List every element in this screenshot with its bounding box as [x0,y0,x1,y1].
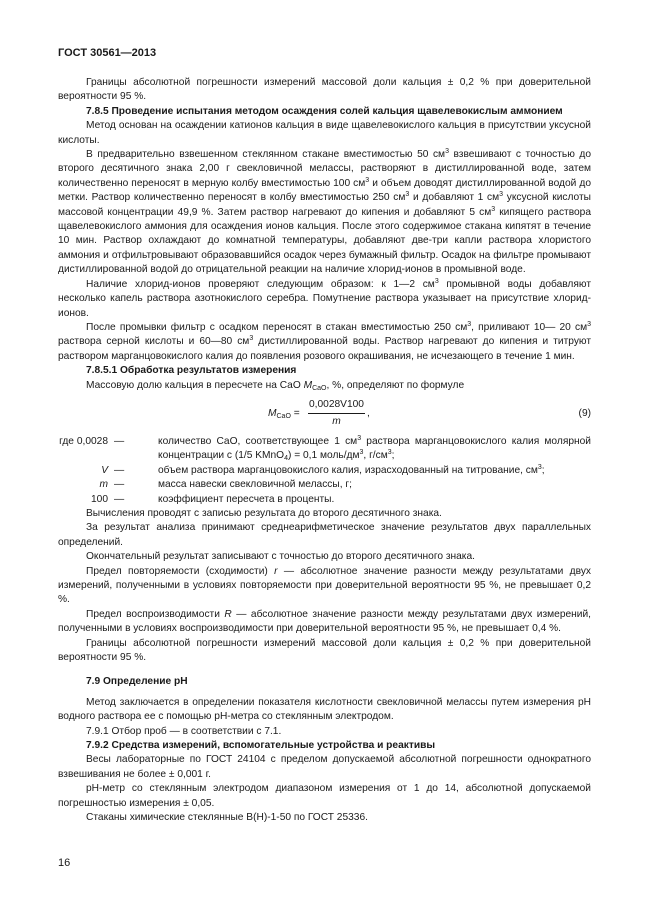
paragraph-chloride-check: Наличие хлорид-ионов проверяют следующим образом: к 1—2 $см^3$ промывной воды добавляют несколько капель раствора азотнокислого серебра. Помутнение раствора указывает на присутствие хлорид-ионов. [58,277,591,319]
section-7-9-1: 7.9.1 Отбор проб — в соответствии с 7.1. [86,725,282,737]
paragraph-method-basis: Метод основан на осаждении катионов кальция в виде щавелевокислого кальция в присутствии уксусной кислоты. [58,120,591,146]
definition-item: V — объем раствора марганцовокислого калия, израсходованный на титрование, $см^3$; [58,464,591,478]
paragraph-limits-1: Границы абсолютной погрешности измерений массовой доли кальция ± 0,2 % при доверительной вероятности 95 %. [58,77,591,103]
formula-fraction [308,398,365,430]
paragraph-final: Окончательный результат записывают с точностью до второго десятичного знака. [86,551,475,563]
formula-numerator: 0,0028V100 [308,398,365,414]
formula-lhs: $M_{CaO}$ = [268,407,300,420]
section-7-9-heading: 7.9 Определение pH [86,676,188,688]
formula-denominator: m [332,416,341,428]
definition-symbol: где 0,0028 [59,435,108,447]
paragraph-formula-intro: Массовую долю кальция в пересчете на CaO $M_{CaO}$, %, определяют по формуле [86,379,465,392]
paragraph-limits-2: Границы абсолютной погрешности измерений массовой доли кальция ± 0,2 % при доверительной вероятности 95 %. [58,637,591,664]
variable-definitions [58,435,591,507]
paragraph-ph-meter: pH-метр со стеклянным электродом диапазоном измерения от 1 до 14, абсолютной допускаемой погрешностью измерения ± 0,05. [58,783,591,809]
paragraph-procedure: В предварительно взвешенном стеклянном стакане вместимостью 50 $см^3$ взвешивают с точностью до второго десятичного знака 2,00 г свекловичной мелассы, растворяют в дистиллированной воде, затем количественно переносят в мерную колбу вместимостью 100 $см^3$ и объем доводят дистиллированной водой до метки. Раствор количественно переносят в колбу вместимостью 250 $см^3$ и добавляют 1 $см^3$ уксусной кислоты массовой концентрации 49,9 %. Затем раствор нагревают до кипения и добавляют 5 $см^3$ кипящего раствора щавелевокислого аммония для осаждения ионов кальция. После этого содержимое стакана кипятят в течение 10 мин. Раствор охлаждают до комнатной температуры, добавляют две-три капли раствора хлористого аммония и отфильтровывают образовавшийся осадок через бумажный фильтр. Осадок на фильтре промывают дистиллированной водой до отрицательной реакции на наличие хлорид-ионов в промывной воде. [58,148,591,276]
paragraph-reproducibility: Предел воспроизводимости R — абсолютное значение разности между результатами двух измерений, полученными в условиях воспроизводимости при доверительной вероятности 95 %, не превышает 0,4 %. [58,608,591,635]
section-7-8-5-1-heading: 7.8.5.1 Обработка результатов измерения [86,365,297,377]
paragraph-beakers: Стаканы химические стеклянные В(Н)-1-50 по ГОСТ 25336. [86,812,368,824]
paragraph-repeatability: Предел повторяемости (сходимости) r — абсолютное значение разности между результатами двух измерений, полученными в условиях повторяемости при доверительной вероятности 95 %, не превышает 0,2 %. [58,565,592,606]
paragraph-result: За результат анализа принимают среднеарифметическое значение результатов двух параллельных определений. [58,522,591,548]
paragraph-calc: Вычисления проводят с записью результата до второго десятичного знака. [86,507,442,519]
definition-symbol: V [101,464,108,476]
formula-number: (9) [578,407,591,419]
definition-symbol: 100 [91,493,108,505]
definition-item: m — масса навески свекловичной мелассы, г; [58,478,591,492]
definition-item: 100 — коэффициент пересчета в проценты. [58,493,591,507]
paragraph-titration: После промывки фильтр с осадком переносят в стакан вместимостью 250 $см^3$, приливают 10— 20 $см^3$ раствора серной кислоты и 60—80 $см^3$ дистиллированной воды. Раствор нагревают до кипения и титруют раствором марганцовокислого калия до появления розового окрашивания, не исчезающего в течение 1 мин. [58,320,592,362]
page-content [58,76,591,826]
paragraph-scales: Весы лабораторные по ГОСТ 24104 с пределом допускаемой абсолютной погрешности однократного взвешивания не более ± 0,001 г. [58,754,591,780]
paragraph-ph-method: Метод заключается в определении показателя кислотности свекловичной мелассы путем измерения pH водного раствора ее с помощью pH-метра со стеклянным электродом. [58,696,591,723]
section-7-9-2-heading: 7.9.2 Средства измерений, вспомогательные устройства и реактивы [86,740,436,752]
section-7-8-5-heading: 7.8.5 Проведение испытания методом осаждения солей кальция щавелевокислым аммонием [86,105,563,117]
definition-symbol: m [99,479,108,491]
formula-comma: , [367,407,370,419]
definition-item: где 0,0028 — количество CaO, соответствующее 1 $см^3$ раствора марганцовокислого калия молярной концентрации с (1/5 KMnO$_4$) = 0,1 моль/$дм^3$, $г/см^3$; [58,435,591,464]
formula-9 [58,397,591,431]
page-number: 16 [58,857,71,869]
document-header: ГОСТ 30561—2013 [58,47,157,59]
